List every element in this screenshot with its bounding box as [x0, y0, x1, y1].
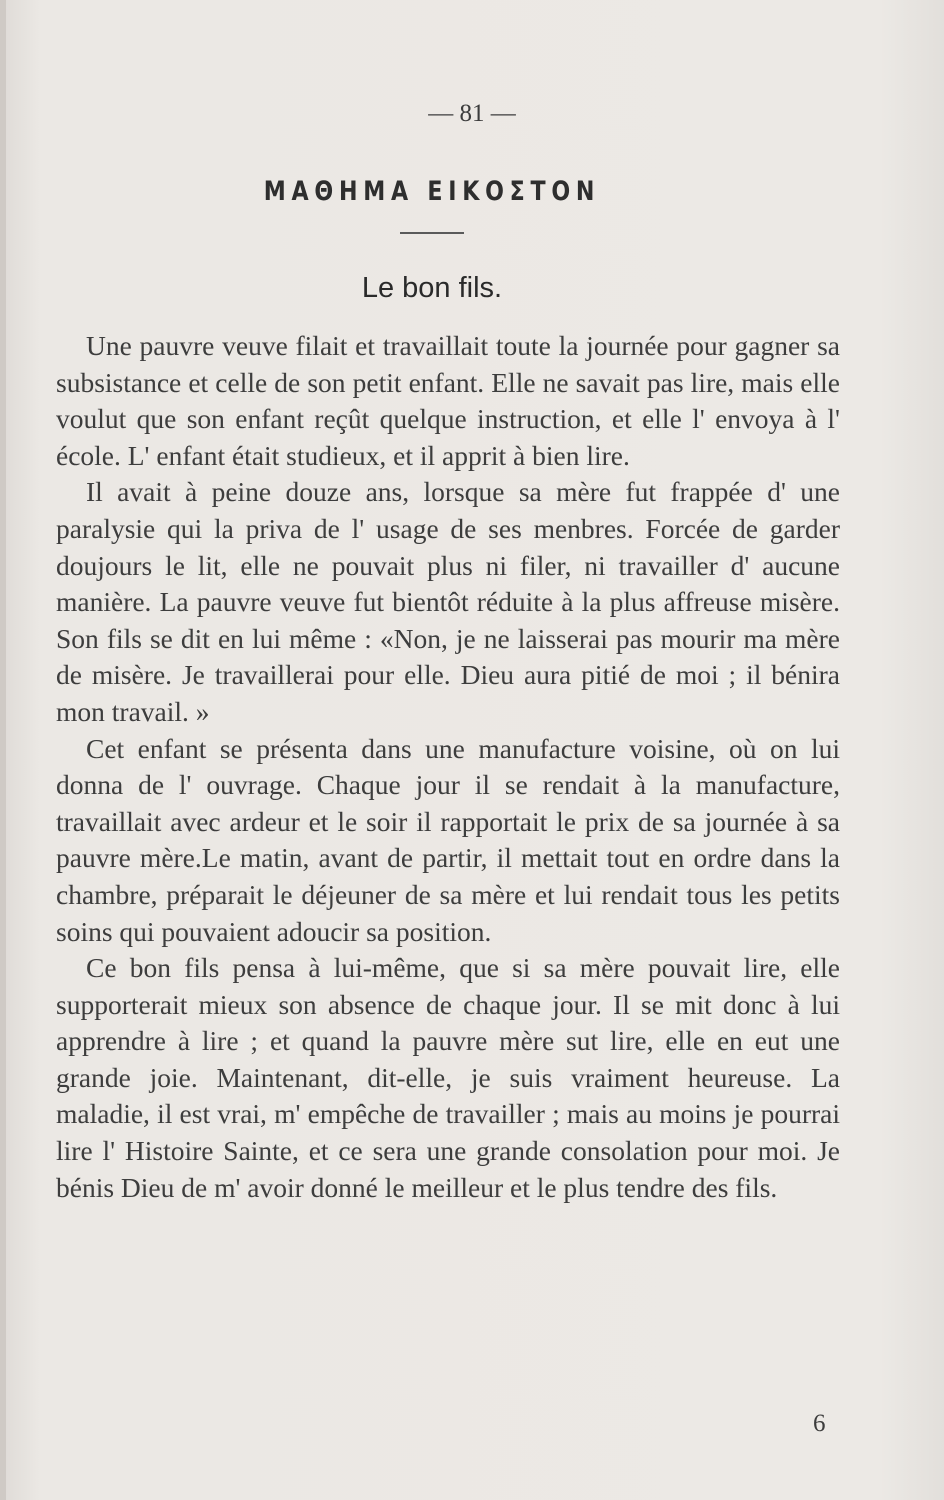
signature-mark: 6 [813, 1410, 826, 1437]
section-title: Le bon fils. [361, 272, 503, 304]
title-divider [400, 232, 464, 234]
paragraph: Une pauvre veuve filait et travaillait toute la journée pour gagner sa subsistance et celle de son petit enfant. Elle ne savait pas lire, mais elle voulut que son enfant reçût quelque instruction, et elle l' envoya à l' école. L' enfant était studieux, et il apprit à bien lire. [56, 330, 840, 471]
lesson-title: ΜΑΘΗΜΑ ΕΙΚΟΣΤΟΝ [263, 176, 601, 207]
page-edge [0, 0, 6, 1500]
page-number: — 81 — [428, 100, 516, 127]
paragraph: Il avait à peine douze ans, lorsque sa mère fut frappée d' une paralysie qui la priva de l' usage de ses menbres. Forcée de garder doujours le lit, elle ne pouvait plus ni filer, ni travailler d' aucune manière. La pauvre veuve fut bientôt réduite à la plus affreuse misère. Son fils se dit en lui même : «Non, je ne laisserai pas mourir ma mère de misère. Je travaillerai pour elle. Dieu aura pitié de moi ; il bénira mon travail. » [56, 476, 840, 727]
paragraph: Cet enfant se présenta dans une manufacture voisine, où on lui donna de l' ouvrage. Chaque jour il se rendait à la manufacture, travaillait avec ardeur et le soir il rapportait le prix de sa journée à sa pauvre mère.Le matin, avant de partir, il mettait tout en ordre dans la chambre, préparait le déjeuner de sa mère et lui rendait tous les petits soins qui pouvaient adoucir sa position. [56, 732, 840, 947]
paragraph: Ce bon fils pensa à lui-même, que si sa mère pouvait lire, elle supporterait mieux son absence de chaque jour. Il se mit donc à lui apprendre à lire ; et quand la pauvre mère sut lire, elle en eut une grande joie. Maintenant, dit-elle, je suis vraiment heureuse. La maladie, il est vrai, m' empêche de travailler ; mais au moins je pourrai lire l' Histoire Sainte, et ce sera une grande consolation pour moi. Je bénis Dieu de m' avoir donné le meilleur et le plus tendre des fils. [56, 952, 840, 1203]
story-text [56, 328, 840, 1206]
